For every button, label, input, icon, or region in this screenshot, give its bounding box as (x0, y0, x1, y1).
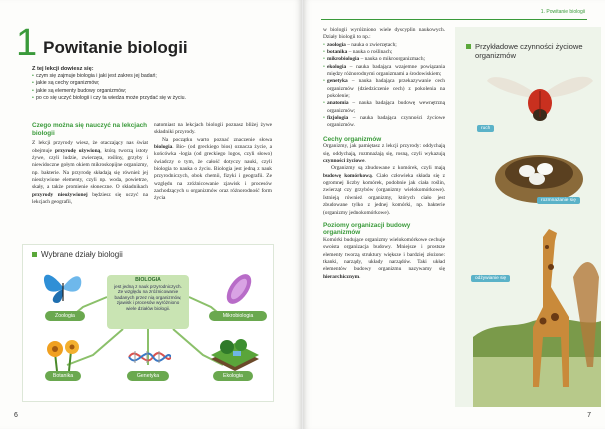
header-divider (321, 19, 587, 20)
flying-beetle-icon (485, 67, 595, 131)
ecosystem-icon (207, 333, 263, 371)
biology-center-box (107, 275, 189, 329)
branch-zoologia: Zoologia (45, 311, 85, 321)
sidebar-title: Przykładowe czynności życiowe organizmów (466, 42, 585, 60)
learning-goal: • po co się uczyć biologii i czy ta wiedza może przydać się w życiu. (32, 95, 292, 102)
section-heading: Czego można się nauczyć na lekcjach biologii (32, 122, 148, 137)
flower-icon (41, 337, 85, 371)
learning-goal: • jakie są elementy budowy organizmów; (32, 88, 292, 95)
center-title: BIOLOGIA (135, 277, 161, 283)
page-number-right: 7 (587, 412, 591, 419)
disciplines-list (323, 42, 445, 130)
page-number-left: 6 (14, 412, 18, 419)
center-text: jest jedną z nauk przyrodniczych. Ze względu na zróżnicowanie badanych przez nią organizmów, zjawisk i procesów wyróżniono wiele działów biologii. (114, 283, 182, 311)
right-column (323, 27, 445, 281)
branch-mikrobiologia: Mikrobiologia (209, 311, 267, 321)
list-item: • botanika – nauka o roślinach; (323, 49, 445, 56)
tag-odzywianie-sie: odżywianie się (471, 275, 510, 282)
branch-botanika: Botanika (45, 371, 81, 381)
learning-goal: • czym się zajmuje biologia i jaki jest zakres jej badań; (32, 73, 292, 80)
paragraph: Organizmy, jak pamiętasz z lekcji przyrody: oddychają się, oddychają, rozmnażają się, rosną, czyli wykazują czynności życiowe. (323, 143, 445, 165)
left-page (0, 0, 302, 429)
section-heading: Poziomy organizacji budowy organizmów (323, 221, 411, 237)
paragraph: Z lekcji przyrody wiesz, że otaczający nas świat obejmuje przyrodę ożywioną, którą tworzą istoty żywe, czyli ludzie, zwierzęta, rośliny, grzyby i niewidoczne gołym okiem mikroskopijne organizmy, np. bakterie. Na przyrodę składają się również jej nieożywione elementy, czyli np. woda, powietrze, skały, a także promienie słoneczne. O składnikach przyrody nieożywionej będziesz się uczyć na lekcjach geografii, (32, 140, 148, 205)
paragraph: natomiast na lekcjach biologii poznasz bliżej żywe składniki przyrody. (154, 122, 272, 136)
tag-ruch: ruch (477, 125, 494, 132)
lesson-number: 1 (16, 22, 38, 64)
biology-branches-panel (22, 244, 274, 402)
list-item: • mikrobiologia – nauka o mikroorganizmach; (323, 56, 445, 63)
running-head: 1. Powitanie biologii (540, 9, 585, 15)
paragraph: Na początku warto poznać znaczenie słowa biologia. Bio- (od greckiego bios) oznacza życie, a końcówka -logia (od greckiego logos, czyli słowo) świadczy o tym, że całość dotyczy nauki, czyli biologia to nauka o życiu. Biologia jest jedną z nauk przyrodniczych, obok chemii, fizyki i geografii. Ze względu na zróżnicowanie zjawisk i procesów zachodzących u organizmów oraz różnorodność form życia (154, 136, 272, 202)
learning-goal: • jakie są cechy organizmów; (32, 80, 292, 87)
paragraph: w biologii wyróżniono wiele dyscyplin naukowych. Działy biologii to np.: (323, 27, 445, 41)
section-heading: Cechy organizmów (323, 135, 382, 143)
lesson-header (16, 22, 188, 64)
left-column-2 (154, 122, 272, 203)
microbe-icon (217, 269, 261, 309)
list-item: • anatomia – nauka badająca budowę wewnętrzną organizmów; (323, 100, 445, 115)
panel-title: Wybrane działy biologii (32, 250, 123, 259)
paragraph: Komórki budujące organizmy wielokomórkowe cechuje swoista organizacja budowy. Mniejsze i prostsze elementy tworzą struktury większe i bardziej złożone: tkanki, narządy, układy narządów. Taki układ elementów budowy organizmu nazywamy się hierarchicznym. (323, 237, 445, 280)
paragraph: Organizmy są zbudowane z komórek, czyli mają budowę komórkową. Ciało człowieka składa się z ogromnej liczby komórek, podobnie jak ciała roślin, zwierząt czy grzybów (organizmy wielokomórkowe). Istnieją również organizmy, których ciało jest zbudowane tylko z jednej komórki, np. bakterie (organizmy jednokomórkowe). (323, 165, 445, 216)
giraffe-icon (473, 217, 601, 407)
list-item: • genetyka – nauka badająca przekazywanie cech organizmów (dziedziczenie cech) z pokolenia na pokolenie; (323, 78, 445, 100)
list-item: • zoologia – nauka o zwierzętach; (323, 42, 445, 49)
tag-rozmnazanie-sie: rozmnażanie się (537, 197, 580, 204)
learning-goals (32, 66, 292, 102)
square-bullet-icon (466, 44, 471, 49)
butterfly-icon (41, 267, 85, 307)
lesson-title: Powitanie biologii (43, 38, 188, 57)
branch-ekologia: Ekologia (213, 371, 253, 381)
list-item: • fizjologia – nauka badająca czynności życiowe organizmów. (323, 115, 445, 130)
left-column-1 (32, 122, 148, 206)
life-functions-sidebar (455, 27, 601, 407)
branch-genetyka: Genetyka (127, 371, 169, 381)
learning-goals-title: Z tej lekcji dowiesz się: (32, 66, 94, 72)
list-item: • ekologia – nauka badająca wzajemne powiązania między różnorodnymi organizmami a środowiskiem; (323, 64, 445, 79)
dna-helix-icon (127, 345, 171, 369)
bird-nest-icon (493, 139, 585, 205)
right-page (303, 0, 605, 429)
